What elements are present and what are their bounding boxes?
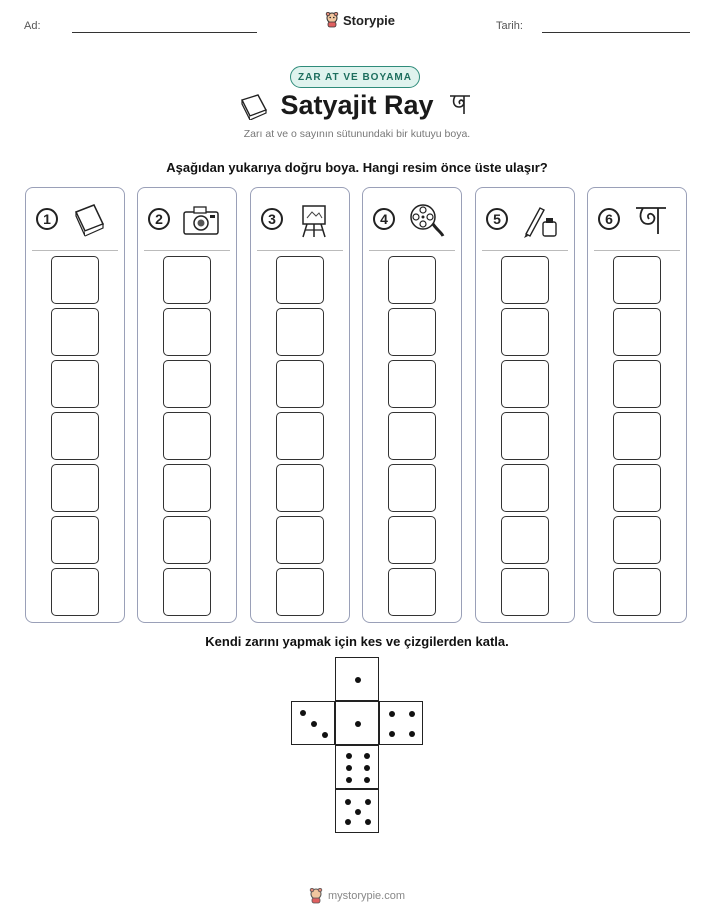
dice-pip [300, 710, 306, 716]
dice-pip [355, 721, 361, 727]
instruction: Aşağıdan yukarıya doğru boya. Hangi resim önce üste ulaşır? [166, 160, 548, 175]
dice-column-4 [362, 187, 462, 623]
column-header [36, 200, 116, 240]
color-box[interactable] [613, 516, 661, 564]
color-box[interactable] [51, 308, 99, 356]
color-box[interactable] [501, 464, 549, 512]
color-box[interactable] [163, 256, 211, 304]
color-box[interactable] [163, 360, 211, 408]
dice-pip [322, 732, 328, 738]
dice-pip [409, 731, 415, 737]
color-box[interactable] [276, 308, 324, 356]
column-header [598, 200, 678, 240]
color-box[interactable] [51, 516, 99, 564]
column-number: 4 [373, 208, 395, 230]
color-box[interactable] [388, 516, 436, 564]
column-number: 5 [486, 208, 508, 230]
color-box[interactable] [276, 464, 324, 512]
dice-column-1 [25, 187, 125, 623]
bengali-letter-icon [448, 92, 472, 123]
dice-face [379, 701, 423, 745]
color-box[interactable] [501, 568, 549, 616]
column-divider [144, 250, 230, 251]
mascot-icon [325, 12, 339, 28]
dice-column-2 [137, 187, 237, 623]
dice-pip [345, 819, 351, 825]
color-box[interactable] [163, 412, 211, 460]
column-divider [369, 250, 455, 251]
footer [0, 888, 714, 904]
column-number: 2 [148, 208, 170, 230]
color-box[interactable] [613, 360, 661, 408]
color-box[interactable] [613, 308, 661, 356]
dice-pip [346, 765, 352, 771]
page-title: Satyajit Ray [280, 90, 434, 120]
column-divider [32, 250, 118, 251]
color-box[interactable] [276, 568, 324, 616]
color-box[interactable] [388, 360, 436, 408]
dice-face [335, 745, 379, 789]
dice-pip [365, 819, 371, 825]
column-header [373, 200, 453, 240]
storypie-logo [325, 12, 395, 28]
dice-instruction: Kendi zarını yapmak için kes ve çizgilerden katla. [205, 634, 509, 649]
logo-text: Storypie [343, 12, 396, 28]
dice-face [335, 789, 379, 833]
color-box[interactable] [276, 256, 324, 304]
column-divider [482, 250, 568, 251]
bengali-letter-icon [632, 202, 670, 243]
dice-column-3 [250, 187, 350, 623]
color-box[interactable] [388, 412, 436, 460]
dice-pip [364, 753, 370, 759]
column-header [148, 200, 228, 240]
dice-pip [346, 777, 352, 783]
easel-icon [295, 202, 333, 243]
color-box[interactable] [163, 464, 211, 512]
dice-column-5 [475, 187, 575, 623]
column-divider [257, 250, 343, 251]
color-box[interactable] [613, 256, 661, 304]
camera-icon [182, 202, 220, 243]
dice-pip [346, 753, 352, 759]
color-box[interactable] [51, 412, 99, 460]
column-header [486, 200, 566, 240]
dice-pip [345, 799, 351, 805]
color-box[interactable] [276, 412, 324, 460]
dice-face [335, 657, 379, 701]
color-box[interactable] [276, 516, 324, 564]
book-icon [70, 202, 108, 243]
footer-url: mystorypie.com [327, 890, 406, 902]
name-line [72, 32, 257, 33]
color-box[interactable] [388, 256, 436, 304]
color-box[interactable] [501, 256, 549, 304]
column-number: 3 [261, 208, 283, 230]
activity-badge: ZAR AT VE BOYAMA [290, 66, 420, 88]
color-box[interactable] [388, 464, 436, 512]
color-box[interactable] [388, 308, 436, 356]
dice-pip [389, 711, 395, 717]
color-box[interactable] [613, 568, 661, 616]
color-box[interactable] [163, 516, 211, 564]
dice-pip [355, 677, 361, 683]
color-box[interactable] [51, 360, 99, 408]
dice-face [291, 701, 335, 745]
dice-face [335, 701, 379, 745]
column-divider [594, 250, 680, 251]
dice-pip [389, 731, 395, 737]
color-box[interactable] [501, 360, 549, 408]
color-box[interactable] [51, 568, 99, 616]
color-box[interactable] [276, 360, 324, 408]
color-box[interactable] [388, 568, 436, 616]
dice-pip [364, 777, 370, 783]
date-line [542, 32, 690, 33]
column-number: 1 [36, 208, 58, 230]
color-box[interactable] [51, 256, 99, 304]
column-number: 6 [598, 208, 620, 230]
color-box[interactable] [501, 516, 549, 564]
film-reel-icon [407, 202, 445, 243]
dice-pip [364, 765, 370, 771]
dice-pip [355, 809, 361, 815]
date-label: Tarih: [496, 20, 523, 32]
color-box[interactable] [501, 308, 549, 356]
name-label: Ad: [24, 20, 41, 32]
color-box[interactable] [501, 412, 549, 460]
color-box[interactable] [613, 464, 661, 512]
fountain-pen-ink-icon [520, 202, 558, 243]
color-box[interactable] [163, 308, 211, 356]
column-header [261, 200, 341, 240]
color-box[interactable] [613, 412, 661, 460]
dice-pip [365, 799, 371, 805]
dice-column-6 [587, 187, 687, 623]
dice-pip [409, 711, 415, 717]
subtitle: Zarı at ve o sayının sütunundaki bir kutuyu boya. [243, 128, 471, 140]
mascot-icon [309, 888, 323, 904]
color-box[interactable] [51, 464, 99, 512]
color-box[interactable] [163, 568, 211, 616]
dice-pip [311, 721, 317, 727]
